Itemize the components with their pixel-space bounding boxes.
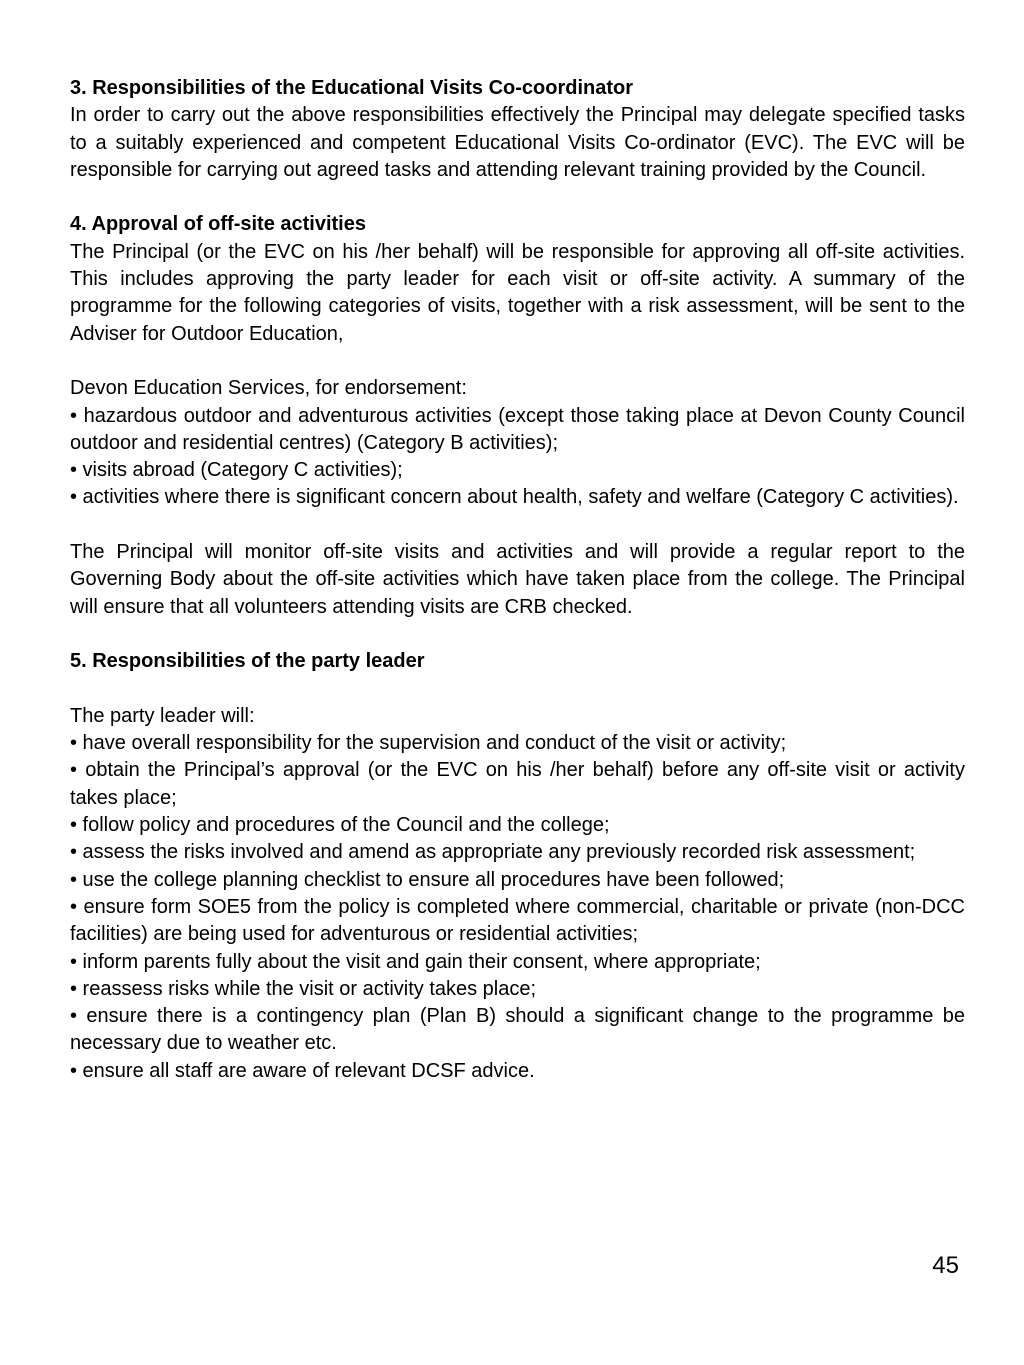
- list-item: • obtain the Principal’s approval (or the EVC on his /her behalf) before any off-site visit or activity takes place;: [70, 759, 965, 809]
- list-item: • use the college planning checklist to ensure all procedures have been followed;: [70, 868, 785, 891]
- list-item: • hazardous outdoor and adventurous activities (except those taking place at Devon County Council outdoor and residential centres) (Category B activities);: [70, 404, 965, 454]
- list-item: • have overall responsibility for the supervision and conduct of the visit or activity;: [70, 732, 787, 755]
- list-item: • assess the risks involved and amend as appropriate any previously recorded risk assessment;: [70, 841, 916, 864]
- list-item: • ensure there is a contingency plan (Plan B) should a significant change to the programme be necessary due to weather etc.: [70, 1005, 965, 1055]
- list-item: • ensure all staff are aware of relevant DCSF advice.: [70, 1059, 535, 1082]
- list-item: • follow policy and procedures of the Council and the college;: [70, 814, 610, 837]
- section-3-paragraph: In order to carry out the above responsibilities effectively the Principal may delegate specified tasks to a suitably experienced and competent Educational Visits Co-ordinator (EVC). The EVC will be responsible for carrying out agreed tasks and attending relevant training provided by the Council.: [70, 104, 965, 181]
- list-item: • ensure form SOE5 from the policy is completed where commercial, charitable or private (non-DCC facilities) are being used for adventurous or residential activities;: [70, 895, 965, 946]
- document-body: [70, 75, 965, 1085]
- list-item: • visits abroad (Category C activities);: [70, 459, 403, 482]
- list-item: • reassess risks while the visit or activity takes place;: [70, 977, 537, 1000]
- section-4-paragraph-3: The Principal will monitor off-site visits and activities and will provide a regular report to the Governing Body about the off-site activities which have taken place from the college. The Principal will ensure that all volunteers attending visits are CRB checked.: [70, 541, 965, 618]
- section-5-intro: The party leader will:: [70, 704, 255, 727]
- section-3-heading: 3. Responsibilities of the Educational Visits Co-coordinator: [70, 77, 634, 99]
- list-item: • inform parents fully about the visit and gain their consent, where appropriate;: [70, 950, 761, 973]
- spacer: [70, 348, 965, 375]
- spacer: [70, 512, 965, 539]
- section-4-paragraph-2: Devon Education Services, for endorsement:: [70, 377, 467, 400]
- section-4-heading: 4. Approval of off-site activities: [70, 213, 366, 236]
- page-number: 45: [932, 1252, 959, 1279]
- spacer: [70, 676, 965, 703]
- list-item: • activities where there is significant concern about health, safety and welfare (Category C activities).: [70, 486, 959, 509]
- section-4-paragraph-1: The Principal (or the EVC on his /her behalf) will be responsible for approving all off-site activities. This includes approving the party leader for each visit or off-site activity. A summary of the programme for the following categories of visits, together with a risk assessment, will be sent to the Adviser for Outdoor Education,: [70, 240, 965, 345]
- spacer: [70, 184, 965, 211]
- spacer: [70, 621, 965, 648]
- section-5-heading: 5. Responsibilities of the party leader: [70, 650, 425, 673]
